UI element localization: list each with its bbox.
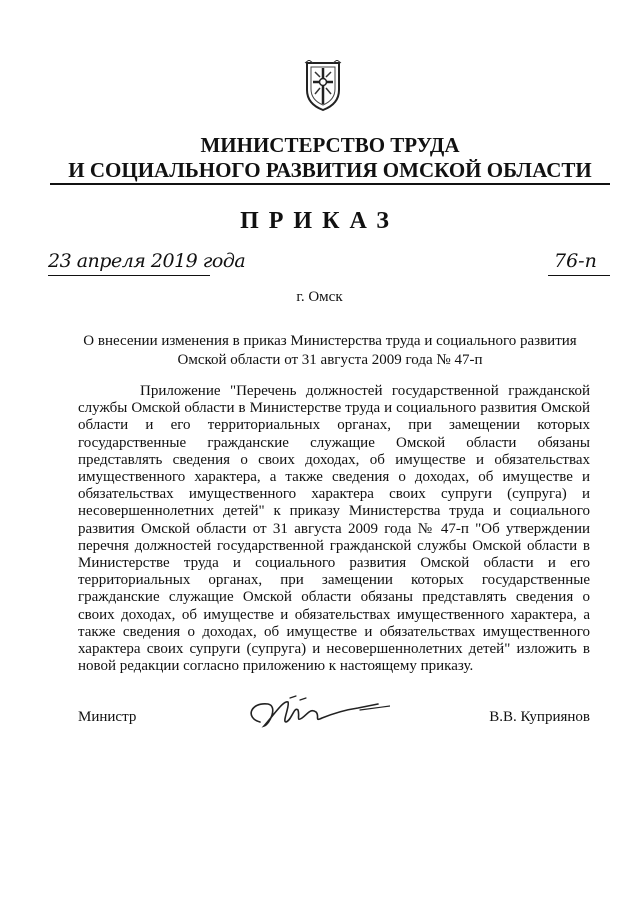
number-underline (548, 275, 610, 276)
order-date-handwritten: 23 апреля 2019 года (48, 250, 246, 272)
signatory-title: Министр (78, 709, 137, 725)
order-number-handwritten: 76-п (554, 250, 597, 272)
subject-line-2: Омской области от 31 августа 2009 года № 47-п (177, 352, 483, 368)
signatory-name: В.В. Куприянов (489, 709, 590, 725)
coat-of-arms-icon (303, 60, 343, 112)
ministry-name-line-2: И СОЦИАЛЬНОГО РАЗВИТИЯ ОМСКОЙ ОБЛАСТИ (68, 158, 592, 182)
date-underline (48, 275, 210, 276)
handwritten-signature (240, 692, 390, 732)
header-divider (50, 183, 610, 185)
order-subject (60, 332, 600, 370)
ministry-name-line-1: МИНИСТЕРСТВО ТРУДА (200, 133, 460, 157)
order-body-text: Приложение "Перечень должностей государственной гражданской службы Омской области в Министерстве труда и социального развития Омской области и его территориальных органах, при замещении которых государственные гражданские служащие Омской области обязаны представлять сведения о своих доходах, об имуществе и обязательствах имущественного характера, а также сведения о доходах, об имуществе и обязательствах имущественного характера своих супруги (супруга) и несовершеннолетних детей" к приказу Министерства труда и социального развития Омской области от 31 августа 2009 года № 47-п "Об утверждении перечня должностей государственной гражданской службы Омской области в Министерстве труда и социального развития Омской области и его территориальных органах, при замещении которых государственные гражданские служащие Омской области обязаны представлять сведения о своих доходах, об имуществе и обязательствах имущественного характера, а также сведения о доходах, об имуществе и обязательствах имущественного характера своих супруги (супруга) и несовершеннолетних детей" изложить в новой редакции согласно приложению к настоящему приказу. (78, 383, 590, 675)
city-name: г. Омск (296, 289, 343, 305)
document-type-title: ПРИКАЗ (240, 208, 399, 234)
subject-line-1: О внесении изменения в приказ Министерства труда и социального развития (83, 333, 577, 349)
